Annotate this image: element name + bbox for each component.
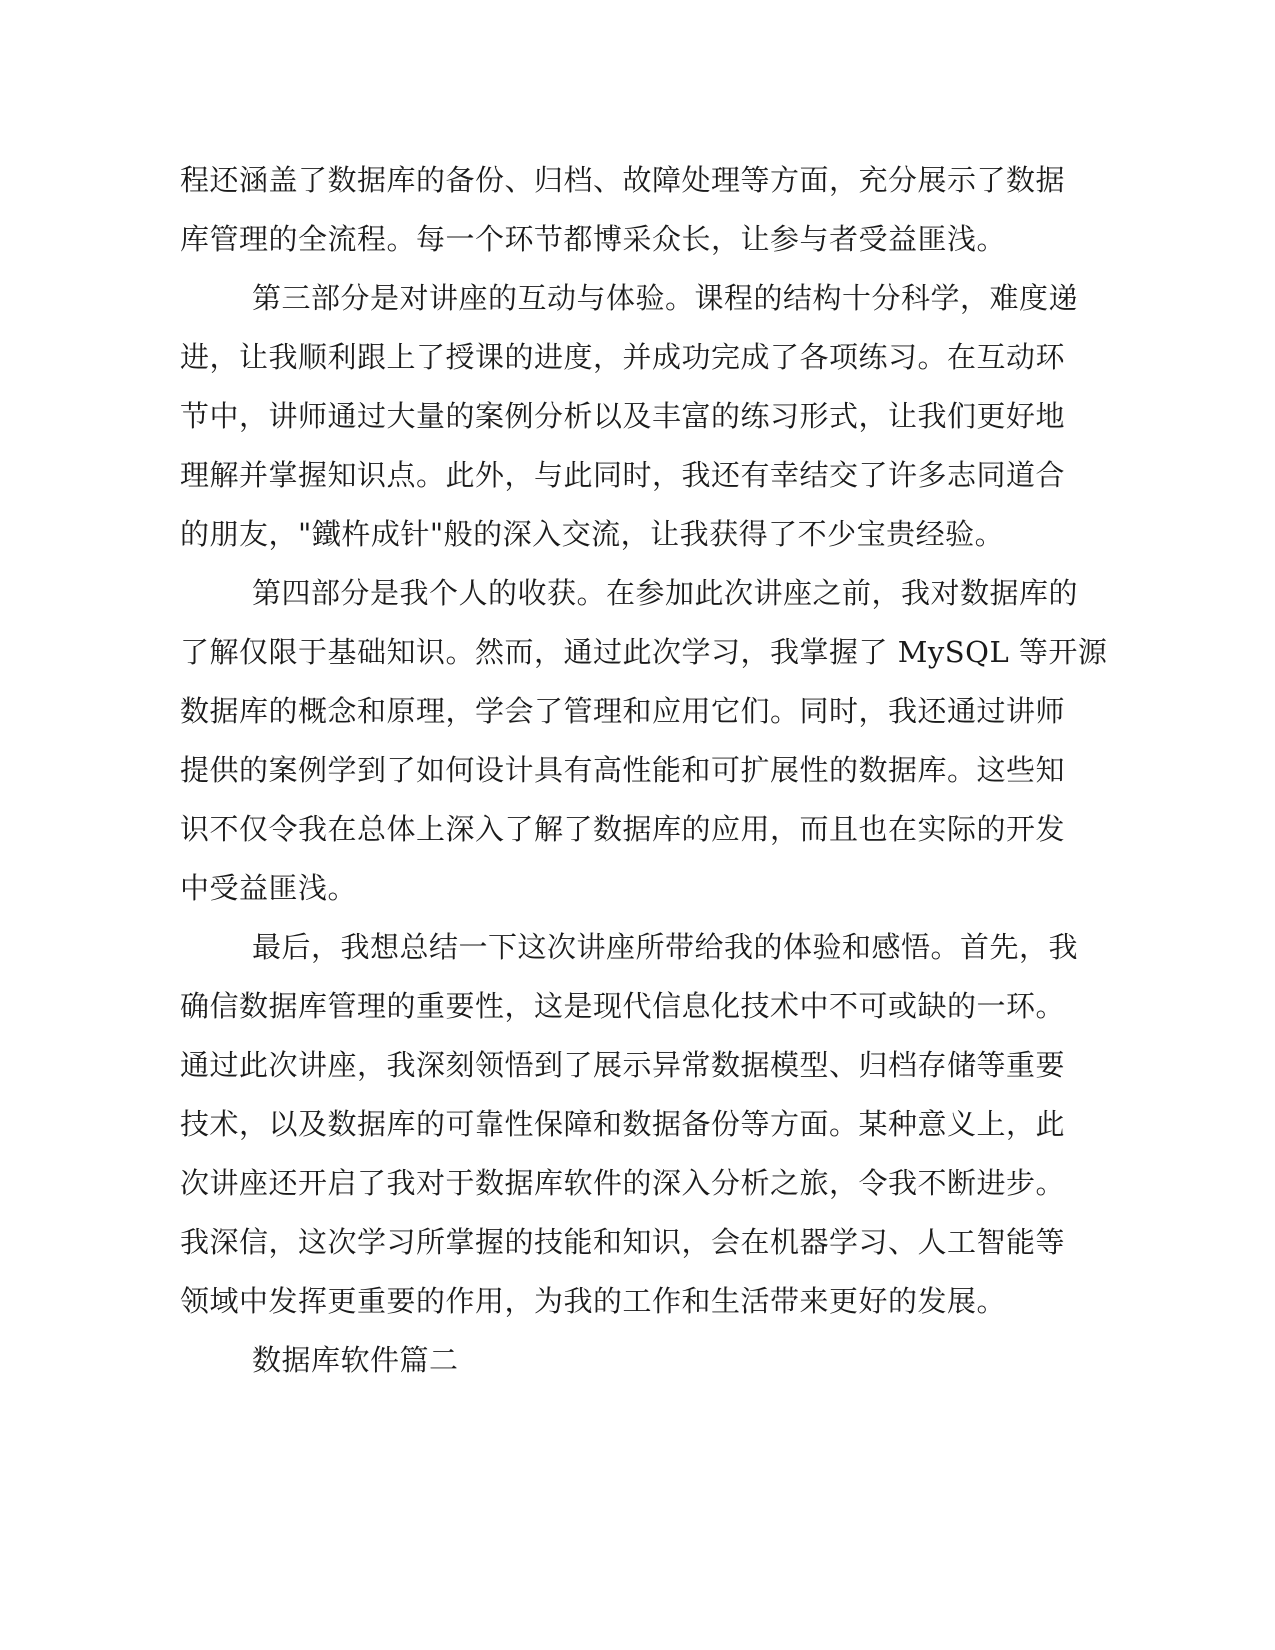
text-line: 了解仅限于基础知识。然而，通过此次学习，我掌握了 MySQL 等开源 (180, 635, 1108, 669)
section-heading: 数据库软件篇二 (252, 1343, 459, 1377)
text-line: 次讲座还开启了我对于数据库软件的深入分析之旅，令我不断进步。 (180, 1166, 1066, 1200)
paragraph-first-line: 第四部分是我个人的收获。在参加此次讲座之前，我对数据库的 (252, 576, 1079, 610)
text-line: 数据库的概念和原理，学会了管理和应用它们。同时，我还通过讲师 (180, 694, 1066, 728)
text-line: 技术，以及数据库的可靠性保障和数据备份等方面。某种意义上，此 (180, 1107, 1066, 1141)
text-line: 提供的案例学到了如何设计具有高性能和可扩展性的数据库。这些知 (180, 753, 1066, 787)
text-line: 中受益匪浅。 (180, 871, 358, 905)
paragraph-first-line: 第三部分是对讲座的互动与体验。课程的结构十分科学，难度递 (252, 281, 1079, 315)
text-line: 理解并掌握知识点。此外，与此同时，我还有幸结交了许多志同道合 (180, 458, 1066, 492)
text-line: 领域中发挥更重要的作用，为我的工作和生活带来更好的发展。 (180, 1284, 1007, 1318)
text-line: 进，让我顺利跟上了授课的进度，并成功完成了各项练习。在互动环 (180, 340, 1066, 374)
text-line: 的朋友，"鐵杵成针"般的深入交流，让我获得了不少宝贵经验。 (180, 517, 1005, 551)
text-line: 识不仅令我在总体上深入了解了数据库的应用，而且也在实际的开发 (180, 812, 1066, 846)
text-line: 库管理的全流程。每一个环节都博采众长，让参与者受益匪浅。 (180, 222, 1007, 256)
paragraph-first-line: 最后，我想总结一下这次讲座所带给我的体验和感悟。首先，我 (252, 930, 1079, 964)
text-line: 通过此次讲座，我深刻领悟到了展示异常数据模型、归档存储等重要 (180, 1048, 1066, 1082)
text-line: 节中，讲师通过大量的案例分析以及丰富的练习形式，让我们更好地 (180, 399, 1066, 433)
text-line: 我深信，这次学习所掌握的技能和知识，会在机器学习、人工智能等 (180, 1225, 1066, 1259)
text-line: 程还涵盖了数据库的备份、归档、故障处理等方面，充分展示了数据 (180, 163, 1066, 197)
text-line: 确信数据库管理的重要性，这是现代信息化技术中不可或缺的一环。 (180, 989, 1066, 1023)
